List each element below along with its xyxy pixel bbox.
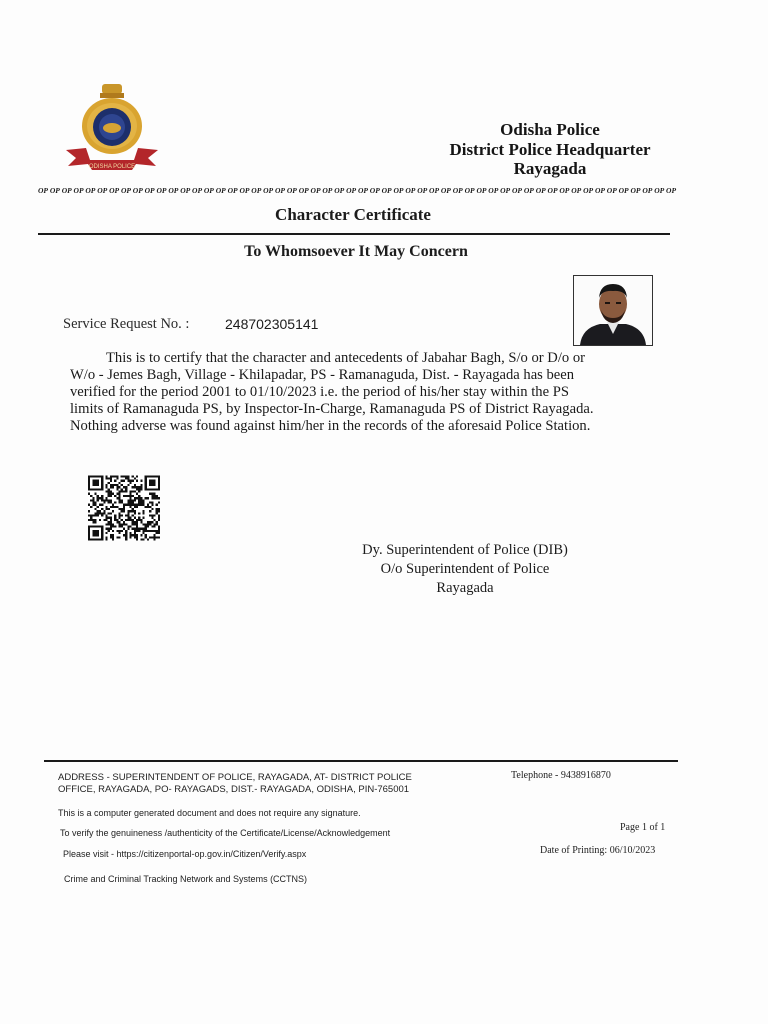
- footer-telephone: Telephone - 9438916870: [511, 770, 611, 781]
- footer-print-date: Date of Printing: 06/10/2023: [540, 845, 656, 856]
- signatory-designation: Dy. Superintendent of Police (DIB): [362, 542, 568, 558]
- op-pattern-glyph: OP: [85, 186, 96, 195]
- op-pattern-glyph: OP: [239, 186, 250, 195]
- op-pattern-glyph: OP: [523, 186, 534, 195]
- op-pattern-glyph: OP: [488, 186, 499, 195]
- qr-code-icon: [88, 475, 160, 541]
- op-pattern-glyph: OP: [583, 186, 594, 195]
- op-pattern-glyph: OP: [429, 186, 440, 195]
- op-pattern-glyph: OP: [156, 186, 167, 195]
- op-pattern-glyph: OP: [322, 186, 333, 195]
- body-line: W/o - Jemes Bagh, Village - Khilapadar, PS - Ramanaguda, Dist. - Rayagada has been: [70, 367, 575, 383]
- body-line: This is to certify that the character and antecedents of Jabahar Bagh, S/o or D/o or: [106, 350, 585, 366]
- footer-divider: [44, 760, 678, 762]
- title-divider: [38, 233, 670, 235]
- op-pattern-glyph: OP: [500, 186, 511, 195]
- body-line: limits of Ramanaguda PS, by Inspector-In-Charge, Ramanaguda PS of District Rayagada.: [70, 401, 594, 417]
- op-pattern-glyph: OP: [310, 186, 321, 195]
- op-pattern-glyph: OP: [535, 186, 546, 195]
- service-request-number: 248702305141: [225, 316, 319, 332]
- applicant-photo: [573, 275, 653, 346]
- op-pattern-glyph: OP: [192, 186, 203, 195]
- footer-verify-line: To verify the genuineness /authenticity of the Certificate/License/Acknowledgement: [60, 828, 391, 838]
- body-line: Nothing adverse was found against him/her in the records of the aforesaid Police Station.: [70, 418, 591, 434]
- service-request-label: Service Request No. :: [63, 316, 190, 332]
- op-pattern-glyph: OP: [405, 186, 416, 195]
- signatory-block: [340, 541, 590, 598]
- odisha-police-emblem-icon: [56, 80, 168, 176]
- op-pattern-glyph: OP: [464, 186, 475, 195]
- service-request-row: [63, 316, 319, 333]
- certificate-title: Character Certificate: [275, 205, 431, 224]
- applicant-photo-icon: [574, 276, 652, 345]
- op-pattern-glyph: OP: [571, 186, 582, 195]
- op-pattern-glyph: OP: [286, 186, 297, 195]
- op-pattern-border: [36, 184, 680, 196]
- op-pattern-glyph: OP: [132, 186, 143, 195]
- certificate-subtitle: To Whomsoever It May Concern: [244, 243, 468, 260]
- op-pattern-glyph: OP: [452, 186, 463, 195]
- op-pattern-glyph: OP: [203, 186, 214, 195]
- op-pattern-glyph: OP: [120, 186, 131, 195]
- footer-computer-note: This is a computer generated document and does not require any signature.: [58, 808, 361, 818]
- op-pattern-glyph: OP: [547, 186, 558, 195]
- op-pattern-glyph: OP: [417, 186, 428, 195]
- signatory-district: Rayagada: [436, 580, 494, 596]
- op-pattern-glyph: OP: [73, 186, 84, 195]
- op-pattern-glyph: OP: [346, 186, 357, 195]
- body-line: verified for the period 2001 to 01/10/2023 i.e. the period of his/her stay within the PS: [70, 384, 569, 400]
- footer-address-line: OFFICE, RAYAGADA, PO- RAYAGADS, DIST.- RAYAGADA, ODISHA, PIN-765001: [58, 784, 410, 795]
- emblem-ribbon-text: ODISHA POLICE: [88, 164, 136, 170]
- footer-address-line: ADDRESS - SUPERINTENDENT OF POLICE, RAYAGADA, AT- DISTRICT POLICE: [58, 772, 412, 783]
- header-office: District Police Headquarter: [449, 139, 651, 159]
- op-pattern-glyph: OP: [606, 186, 617, 195]
- op-pattern-glyph: OP: [227, 186, 238, 195]
- footer-verify-link[interactable]: Please visit - https://citizenportal-op.gov.in/Citizen/Verify.aspx: [63, 849, 307, 859]
- op-pattern-glyph: OP: [168, 186, 179, 195]
- op-pattern-glyph: OP: [97, 186, 108, 195]
- header-org: Odisha Police: [500, 120, 600, 139]
- issuing-office-header: [430, 120, 670, 179]
- op-pattern-glyph: OP: [618, 186, 629, 195]
- op-pattern-glyph: OP: [357, 186, 368, 195]
- op-pattern-glyph: OP: [109, 186, 120, 195]
- op-pattern-glyph: OP: [381, 186, 392, 195]
- op-pattern-glyph: OP: [369, 186, 380, 195]
- op-pattern-glyph: OP: [666, 186, 677, 195]
- op-pattern-glyph: OP: [559, 186, 570, 195]
- op-pattern-glyph: OP: [180, 186, 191, 195]
- op-pattern-glyph: OP: [630, 186, 641, 195]
- op-pattern-glyph: OP: [61, 186, 72, 195]
- footer-page-number: Page 1 of 1: [620, 822, 666, 833]
- op-pattern-glyph: OP: [144, 186, 155, 195]
- op-pattern-glyph: OP: [440, 186, 451, 195]
- op-pattern-glyph: OP: [49, 186, 60, 195]
- op-pattern-glyph: OP: [334, 186, 345, 195]
- certificate-body: [70, 350, 682, 435]
- op-pattern-glyph: OP: [275, 186, 285, 195]
- op-pattern-glyph: OP: [215, 186, 226, 195]
- op-pattern-glyph: OP: [38, 186, 48, 195]
- header-district: Rayagada: [513, 159, 587, 178]
- op-pattern-glyph: OP: [251, 186, 262, 195]
- op-pattern-glyph: OP: [654, 186, 665, 195]
- op-pattern-glyph: OP: [263, 186, 274, 195]
- op-pattern-glyph: OP: [642, 186, 653, 195]
- op-pattern-glyph: OP: [512, 186, 522, 195]
- op-pattern-glyph: OP: [393, 186, 404, 195]
- signatory-office: O/o Superintendent of Police: [380, 561, 550, 577]
- footer-cctns: Crime and Criminal Tracking Network and Systems (CCTNS): [64, 874, 308, 884]
- op-pattern-glyph: OP: [594, 186, 605, 195]
- op-pattern-glyph: OP: [298, 186, 309, 195]
- op-pattern-glyph: OP: [476, 186, 487, 195]
